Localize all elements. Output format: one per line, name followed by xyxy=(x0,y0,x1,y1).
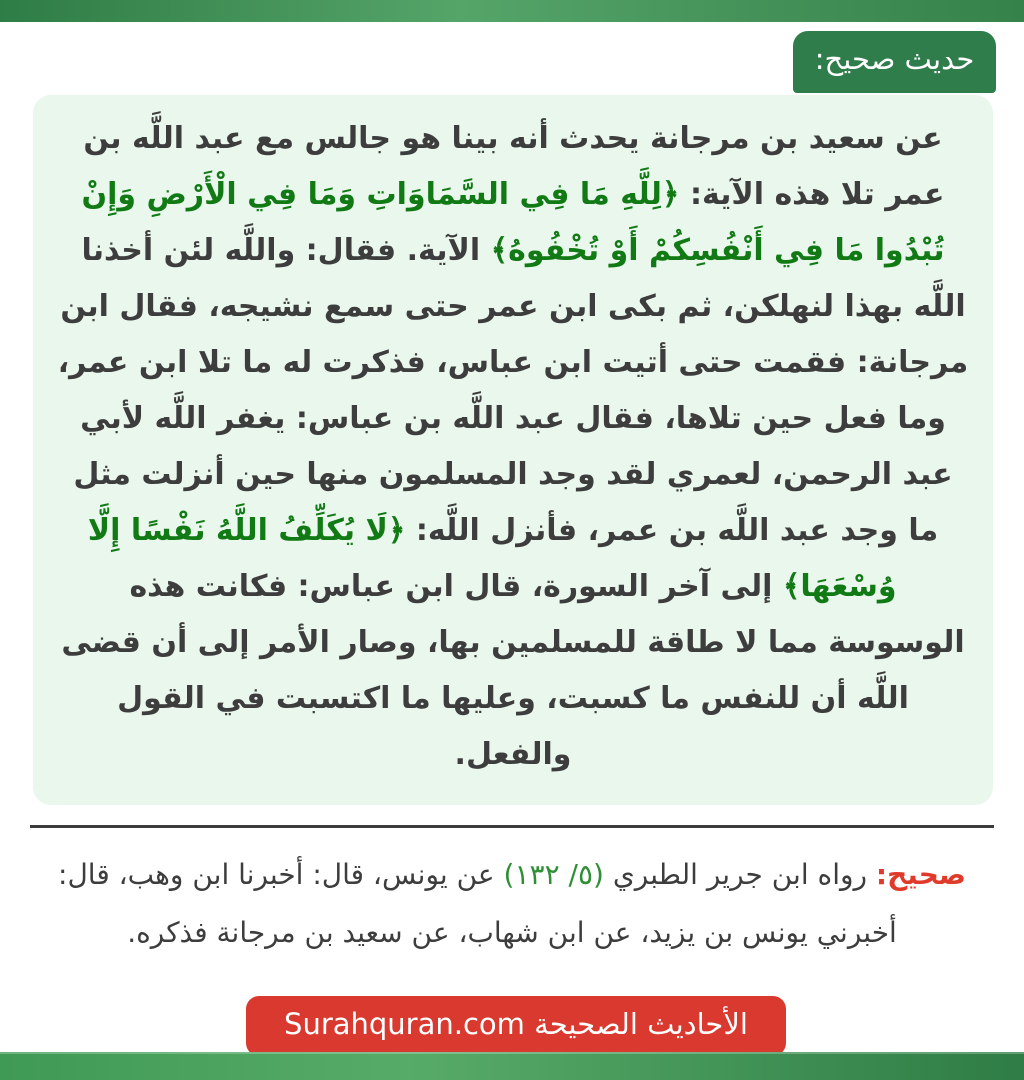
normal-text-segment: الآية. فقال: واللَّه لئن أخذنا اللَّه بهذا لنهلكن، ثم بكى ابن عمر حتى سمع نشيجه، فقال ابن مرجانة: فقمت حتى أتيت ابن عباس، فذكرت له ما تلا ابن عمر، وما فعل حين تلاها، فقال عبد اللَّه بن عباس: يغفر اللَّه لأبي عبد الرحمن، لعمري لقد وجد المسلمون منها حين أنزلت مثل ما وجد عبد اللَّه بن عمر، فأنزل اللَّه: xyxy=(57,233,969,548)
top-green-bar xyxy=(0,0,1024,22)
hadith-grade-header-box xyxy=(793,31,996,93)
normal-text-segment: عن يونس، قال: أخبرنا ابن وهب، قال: أخبرني يونس بن يزيد، عن ابن شهاب، عن سعيد بن مرجانة فذكره. xyxy=(58,858,897,949)
site-banner-label: الأحاديث الصحيحة Surahquran.com xyxy=(284,1006,748,1041)
hadith-grade-header-label: حديث صحيح: xyxy=(814,41,975,76)
bottom-green-bar xyxy=(0,1052,1024,1080)
hadith-body-text xyxy=(57,111,969,783)
horizontal-divider xyxy=(30,825,994,828)
hadith-text-panel xyxy=(33,95,993,805)
attribution-text xyxy=(16,846,1008,962)
site-banner-button[interactable] xyxy=(246,996,786,1056)
quran-text-segment: ﴿لَا يُكَلِّفُ اللَّهُ نَفْسًا إِلَّا وُسْعَهَا﴾ xyxy=(87,513,897,604)
grade-text-segment: صحيح: xyxy=(875,858,966,891)
normal-text-segment: عن سعيد بن مرجانة يحدث أنه بينا هو جالس مع عبد اللَّه بن عمر تلا هذه الآية: xyxy=(83,121,945,212)
ref-text-segment: (٥/ ١٣٢) xyxy=(503,858,604,891)
normal-text-segment: إلى آخر السورة، قال ابن عباس: فكانت هذه الوسوسة مما لا طاقة للمسلمين بها، وصار الأمر إلى أن قضى اللَّه أن للنفس ما كسبت، وعليها ما اكتسبت في القول والفعل. xyxy=(61,569,965,772)
normal-text-segment: رواه ابن جرير الطبري xyxy=(603,858,876,891)
quran-text-segment: ﴿لِلَّهِ مَا فِي السَّمَاوَاتِ وَمَا فِي الْأَرْضِ وَإِنْ تُبْدُوا مَا فِي أَنْفُسِكُمْ أَوْ تُخْفُوهُ﴾ xyxy=(81,177,945,268)
